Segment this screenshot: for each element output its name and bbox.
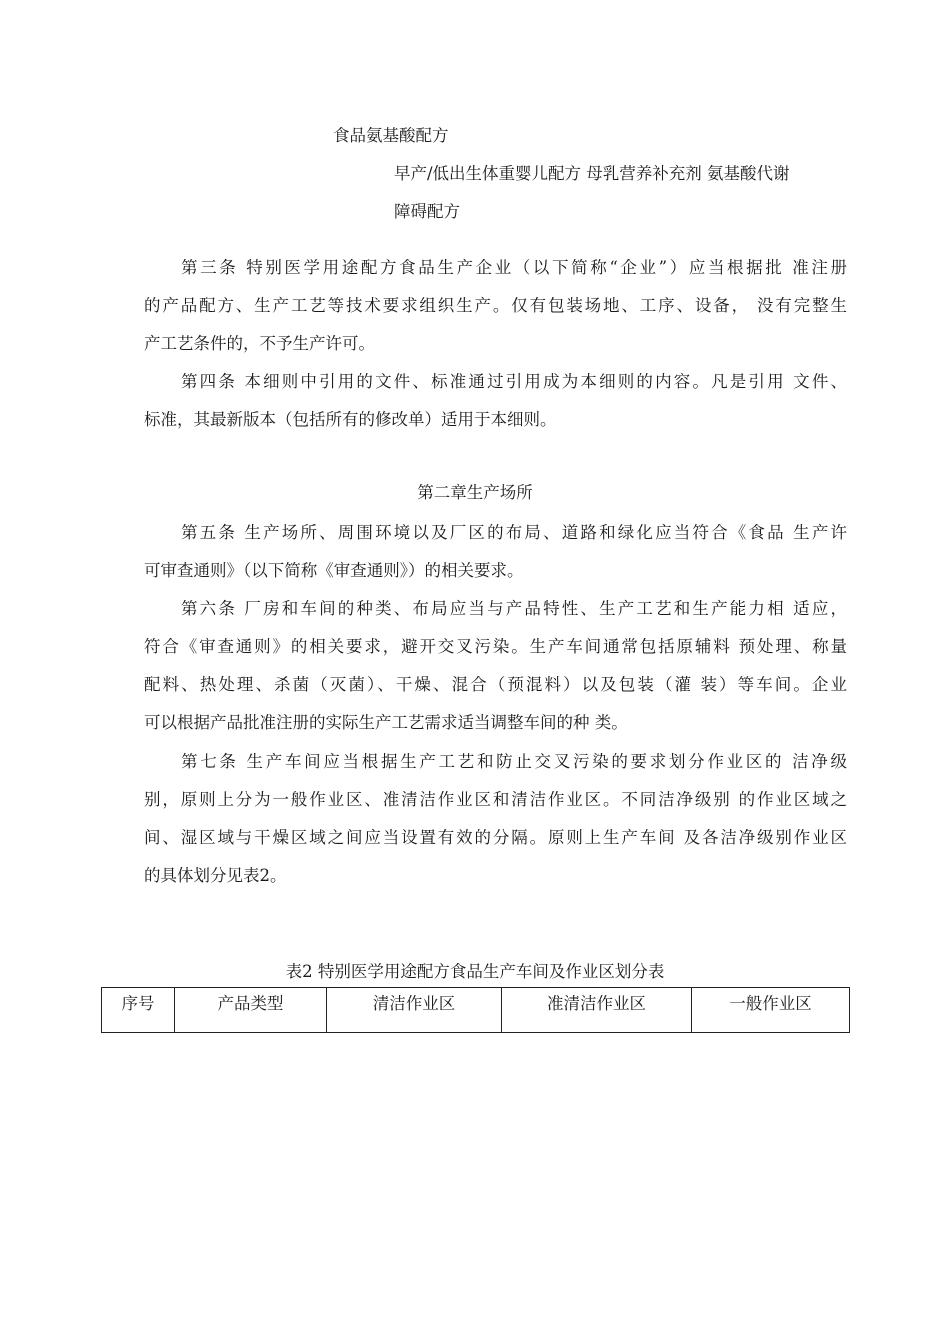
article4-line1: 第四条 本细则中引用的文件、标准通过引用成为本细则的内容。凡是引用 文件、 bbox=[181, 372, 847, 391]
article6-line4: 可以根据产品批准注册的实际生产工艺需求适当调整车间的种 类。 bbox=[144, 713, 628, 732]
article3-line2: 的产品配方、生产工艺等技术要求组织生产。仅有包装场地、工序、设备， 没有完整生 bbox=[144, 296, 847, 315]
table-header-cell: 一般作业区 bbox=[692, 988, 850, 1033]
article7-line1: 第七条 生产车间应当根据生产工艺和防止交叉污染的要求划分作业区的 洁净级 bbox=[181, 752, 847, 771]
list-item-premature-formula-line1: 早产/低出生体重婴儿配方 母乳营养补充剂 氨基酸代谢 bbox=[394, 164, 790, 183]
article5-line2: 可审查通则》（以下简称《审查通则》）的相关要求。 bbox=[144, 561, 524, 580]
table-header-cell: 准清洁作业区 bbox=[502, 988, 692, 1033]
article4-line2: 标准，其最新版本（包括所有的修改单）适用于本细则。 bbox=[144, 410, 557, 429]
chapter-title: 第二章生产场所 bbox=[417, 483, 533, 502]
table-header-cell: 清洁作业区 bbox=[327, 988, 502, 1033]
article3-line3: 产工艺条件的，不予生产许可。 bbox=[144, 334, 375, 353]
table-caption: 表2 特别医学用途配方食品生产车间及作业区划分表 bbox=[285, 962, 665, 981]
article7-line4: 的具体划分见表2。 bbox=[144, 866, 287, 885]
table-header-cell: 序号 bbox=[102, 988, 175, 1033]
article7-line3: 间、湿区域与干燥区域之间应当设置有效的分隔。原则上生产车间 及各洁净级别作业区 bbox=[144, 828, 847, 847]
article6-line3: 配料、热处理、杀菌（灭菌）、干燥、混合（预混料）以及包装（灌 装）等车间。企业 bbox=[144, 675, 847, 694]
article5-line1: 第五条 生产场所、周围环境以及厂区的布局、道路和绿化应当符合《食品 生产许 bbox=[181, 523, 847, 542]
table-header-row bbox=[102, 988, 850, 1033]
article6-line2: 符合《审查通则》的相关要求，避开交叉污染。生产车间通常包括原辅料 预处理、称量 bbox=[144, 637, 847, 656]
list-item-amino-acid-formula: 食品氨基酸配方 bbox=[333, 126, 449, 145]
workshop-zone-table bbox=[101, 987, 850, 1033]
article3-line1: 第三条 特别医学用途配方食品生产企业（以下简称“企业”）应当根据批 准注册 bbox=[181, 258, 847, 277]
table-header-cell: 产品类型 bbox=[175, 988, 327, 1033]
list-item-premature-formula-line2: 障碍配方 bbox=[394, 202, 460, 221]
article7-line2: 别，原则上分为一般作业区、准清洁作业区和清洁作业区。不同洁净级别 的作业区域之 bbox=[144, 790, 847, 809]
article6-line1: 第六条 厂房和车间的种类、布局应当与产品特性、生产工艺和生产能力相 适应， bbox=[181, 599, 847, 618]
